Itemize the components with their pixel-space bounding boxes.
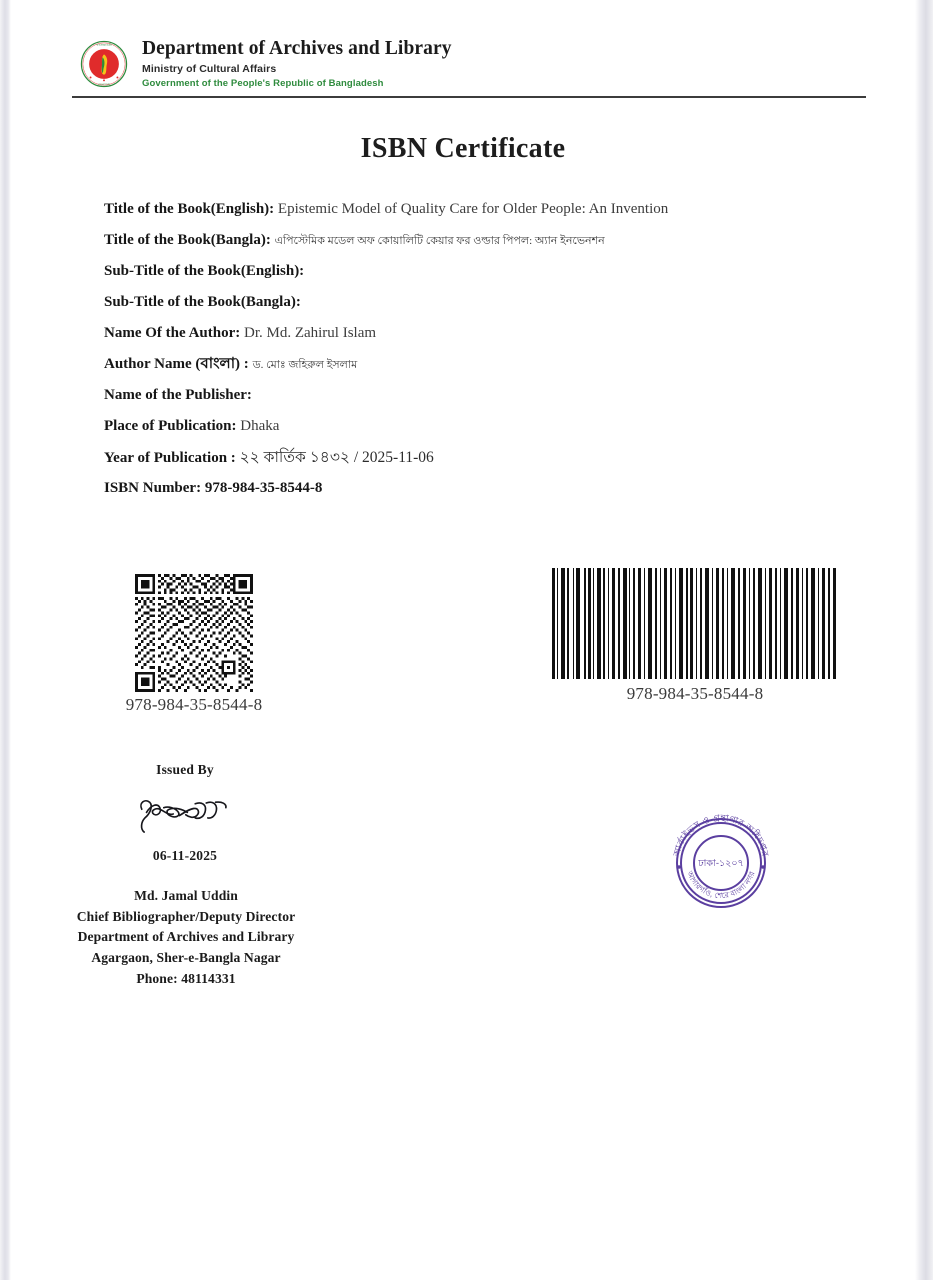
signatory-name: Md. Jamal Uddin <box>134 888 238 903</box>
bangladesh-government-emblem-icon <box>80 40 128 88</box>
barcode-block <box>549 566 841 704</box>
field-value: Dhaka <box>240 417 280 434</box>
field-label: Author Name (বাংলা) : <box>104 355 249 372</box>
field-value: এপিস্টেমিক মডেল অফ কোয়ালিটি কেয়ার ফর ওল্ডার পিপল: অ্যান ইনভেনশন <box>274 234 605 247</box>
svg-text:ঢাকা-১২০৭: ঢাকা-১২০৭ <box>698 858 744 869</box>
field-label: Sub-Title of the Book(English): <box>104 262 305 279</box>
field-title-bangla <box>104 231 864 250</box>
field-year-of-publication <box>104 448 864 468</box>
government-name: Government of the People's Republic of Bangladesh <box>142 78 384 90</box>
field-label: Title of the Book(English): <box>104 201 275 217</box>
signatory-department: Department of Archives and Library <box>77 929 295 945</box>
svg-text:গণপ্রজাতন্ত্রী: গণপ্রজাতন্ত্রী <box>96 42 112 47</box>
field-title-english <box>104 200 864 219</box>
ministry-name: Ministry of Cultural Affairs <box>142 63 277 76</box>
qr-code-icon <box>135 574 253 692</box>
field-value: ২২ কার্তিক ১৪৩২ / 2025-11-06 <box>239 448 434 466</box>
issued-by-label: Issued By <box>156 762 214 777</box>
barcode-caption: 978-984-35-8544-8 <box>626 684 764 703</box>
field-label: Title of the Book(Bangla): <box>104 231 271 248</box>
field-value: Epistemic Model of Quality Care for Older People: An Invention <box>277 201 669 217</box>
field-label: Year of Publication : <box>104 449 236 466</box>
signatory-details <box>51 886 321 989</box>
page-edge-right <box>915 0 933 1280</box>
field-label: Name Of the Author: <box>104 324 241 341</box>
field-subtitle-english <box>104 262 864 281</box>
barcode-icon <box>549 566 839 681</box>
qr-code-block <box>119 574 269 715</box>
signatory-designation: Chief Bibliographer/Deputy Director <box>76 908 296 924</box>
field-value: Dr. Md. Zahirul Islam <box>243 324 377 341</box>
signatory-address: Agargaon, Sher-e-Bangla Nagar <box>91 949 281 965</box>
field-isbn-number <box>104 479 864 498</box>
field-place-of-publication <box>104 417 864 436</box>
svg-text:বাংলাদেশ: বাংলাদেশ <box>98 82 110 87</box>
field-label: Sub-Title of the Book(Bangla): <box>104 293 301 310</box>
field-author-name-bangla <box>104 355 864 374</box>
certificate-page <box>11 0 915 1280</box>
field-label: Name of the Publisher: <box>104 386 252 403</box>
page-title: ISBN Certificate <box>360 133 566 164</box>
qr-code-caption: 978-984-35-8544-8 <box>125 695 263 714</box>
header-divider <box>72 96 866 98</box>
field-author-name <box>104 324 864 343</box>
certificate-fields <box>104 200 864 510</box>
document-header <box>72 36 866 98</box>
handwritten-signature-icon <box>133 792 237 836</box>
field-publisher-name <box>104 386 864 405</box>
signatory-phone: Phone: 48114331 <box>136 970 236 986</box>
official-round-seal-icon <box>662 807 780 911</box>
field-value: ড. মোঃ জহিরুল ইসলাম <box>252 358 358 371</box>
field-subtitle-bangla <box>104 293 864 312</box>
page-edge-left <box>0 0 11 1280</box>
svg-text:আগারগাঁও, শেরে বাংলা নগর: আগারগাঁও, শেরে বাংলা নগর <box>685 869 757 901</box>
svg-text:আর্কাইভস ও গ্রন্থাগার অধিদপ্তর: আর্কাইভস ও গ্রন্থাগার অধিদপ্তর <box>671 812 771 858</box>
organization-name: Department of Archives and Library <box>142 38 452 59</box>
field-label: ISBN Number: 978-984-35-8544-8 <box>104 480 323 497</box>
field-label: Place of Publication: <box>104 417 237 434</box>
issued-by-block <box>57 762 313 864</box>
issued-date: 06-11-2025 <box>152 848 218 863</box>
